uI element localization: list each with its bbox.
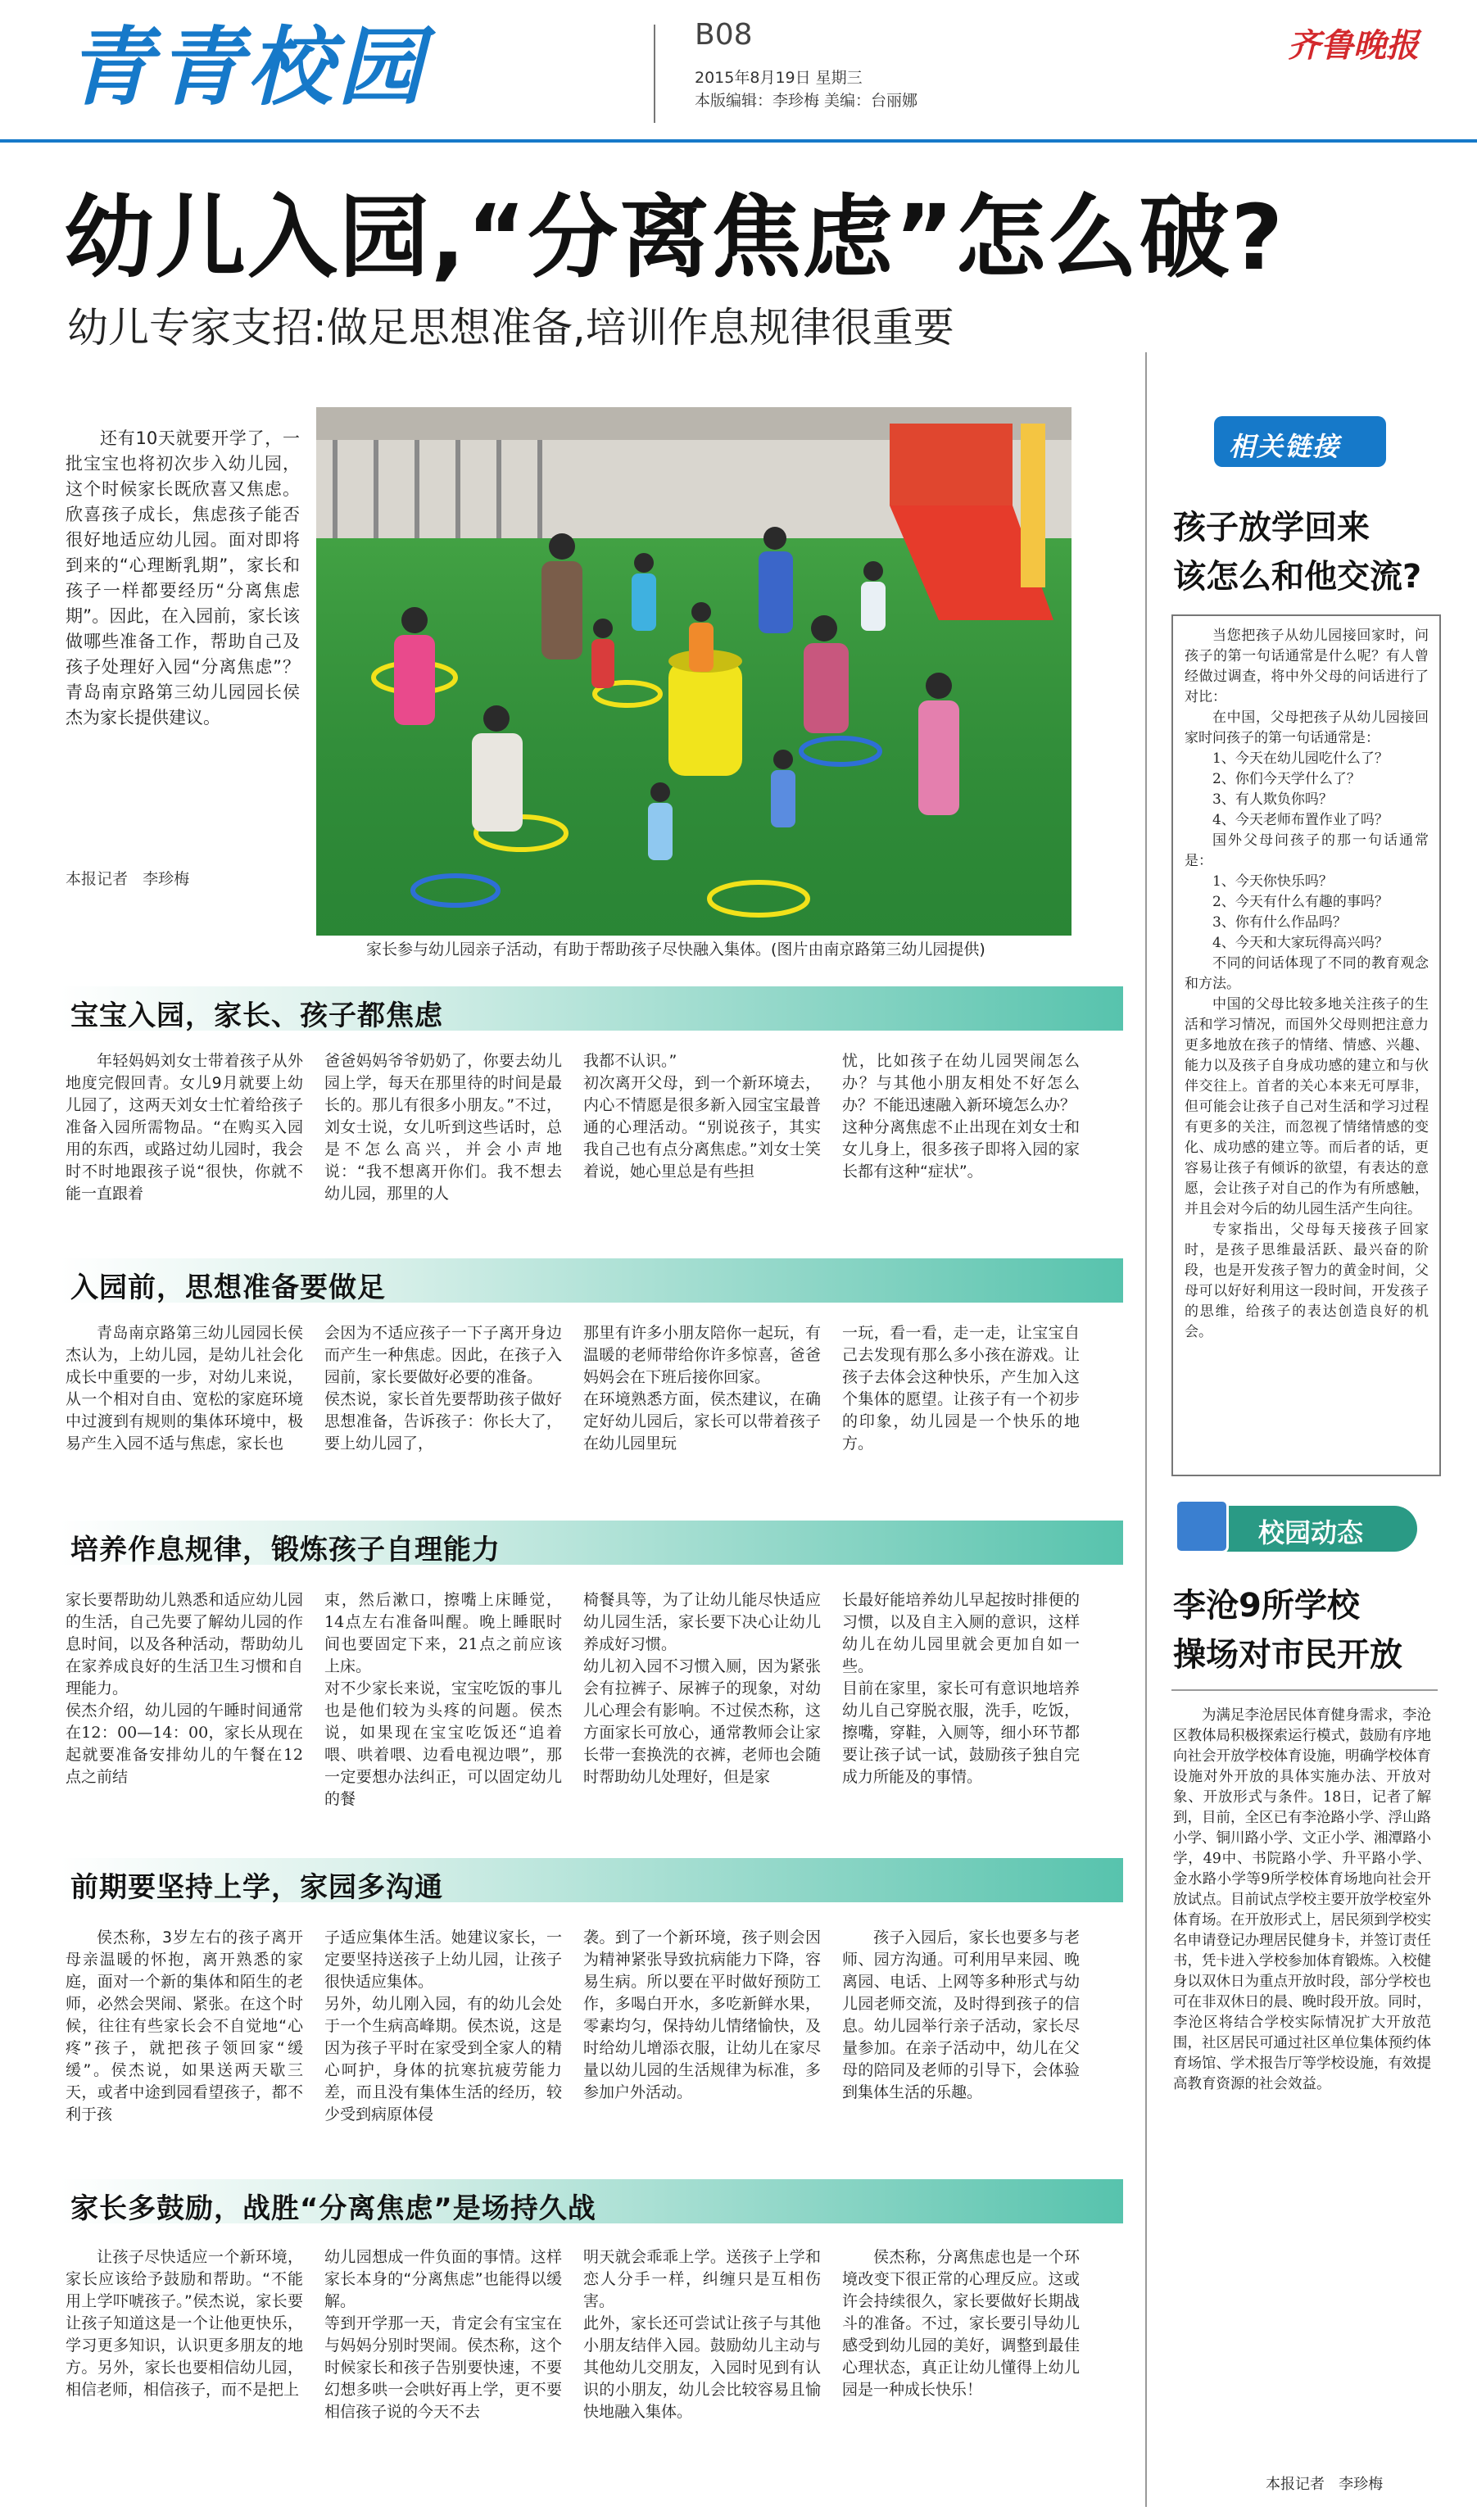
book-icon <box>1175 1499 1229 1553</box>
sub-headline: 幼儿专家支招:做足思想准备,培训作息规律很重要 <box>67 304 954 351</box>
section-4-col-1: 侯杰称，3岁左右的孩子离开母亲温暖的怀抱，离开熟悉的家庭，面对一个新的集体和陌生的老师，必然会哭闹、紧张。在这个时候，往往有些家长会不自觉地“心疼”孩子，就把孩子领回家“缓缓”。侯杰说，如果送两天歇三天，或者中途到园看望孩子，都不利于孩 <box>66 1929 303 2123</box>
section-title-2: 入园前，思想准备要做足 <box>70 1271 386 1304</box>
section-logo: 青青校园 <box>67 17 428 117</box>
section-4-col-4: 孩子入园后，家长也要多与老师、园方沟通。可利用早来园、晚离园、电话、上网等多种形式与幼儿园老师交流，及时得到孩子的信息。幼儿园举行亲子活动，家长尽量参加。在亲子活动中，幼儿在父母的陪同及老师的引导下，会体验到集体生活的乐趣。 <box>842 1929 1080 2101</box>
page-number: B08 <box>695 18 753 52</box>
section-1-col-2: 爸爸妈妈爷爷奶奶了，你要去幼儿园上学，每天在那里待的时间是最长的。那儿有很多小朋友。”不过，刘女士说，女儿听到这些话时，总是不怎么高兴，并会小声地说：“我不想离开你们。我不想去幼儿园，那里的人 <box>324 1052 562 1203</box>
section-header-1 <box>61 986 1123 1031</box>
section-3-col-2: 束，然后漱口，擦嘴上床睡觉，14点左右准备叫醒。晚上睡眠时间也要固定下来，21点之前应该上床。 对不少家长来说，宝宝吃饭的事儿也是他们较为头疼的问题。侯杰说，如果现在宝宝吃饭还“追着喂、哄着喂、边看电视边喂”，那一定要想办法纠正，可以固定幼儿的餐 <box>324 1591 562 1808</box>
lead-text: 还有10天就要开学了，一批宝宝也将初次步入幼儿园，这个时候家长既欣喜又焦虑。欣喜孩子成长，焦虑孩子能否很好地适应幼儿园。面对即将到来的“心理断乳期”，家长和孩子一样都要经历“分离焦虑期”。因此，在入园前，家长该做哪些准备工作，帮助自己及孩子处理好入园“分离焦虑”？青岛南京路第三幼儿园园长侯杰为家长提供建议。 <box>66 428 300 727</box>
sidebar-para: 4、今天老师布置作业了吗？ <box>1212 812 1389 828</box>
editor-line: 本版编辑：李珍梅 美编：台丽娜 <box>695 92 918 110</box>
photo-caption: 家长参与幼儿园亲子活动，有助于帮助孩子尽快融入集体。(图片由南京路第三幼儿园提供) <box>366 940 985 959</box>
section-3-col-3: 椅餐具等，为了让幼儿能尽快适应幼儿园生活，家长要下决心让幼儿养成好习惯。 幼儿初入园不习惯入厕，因为紧张会有拉裤子、尿裤子的现象，对幼儿心理会有影响。不过侯杰称，这方面家长可放心，通常教师会让家长带一套换洗的衣裤，老师也会随时帮助幼儿处理好，但是家 <box>583 1591 821 1786</box>
photo-kindergarten-activity <box>316 407 1072 936</box>
section-2-col-3: 那里有许多小朋友陪你一起玩，有温暖的老师带给你许多惊喜，爸爸妈妈会在下班后接你回家。 在环境熟悉方面，侯杰建议，在确定好幼儿园后，家长可以带着孩子在幼儿园里玩 <box>583 1324 821 1453</box>
section-3-col-1: 家长要帮助幼儿熟悉和适应幼儿园的生活，自己先要了解幼儿园的作息时间，以及各种活动，帮助幼儿在家养成良好的生活卫生习惯和自理能力。 侯杰介绍，幼儿园的午睡时间通常在12：00—14：00，家长从现在起就要准备安排幼儿的午餐在12点之前结 <box>66 1591 303 1786</box>
section-5-col-3: 明天就会乖乖上学。送孩子上学和恋人分手一样，纠缠只是互相伤害。 此外，家长还可尝试让孩子与其他小朋友结伴入园。鼓励幼儿主动与其他幼儿交朋友，入园时见到有认识的小朋友，幼儿会比较容易且愉快地融入集体。 <box>583 2248 821 2421</box>
section-title-3: 培养作息规律，锻炼孩子自理能力 <box>70 1534 501 1566</box>
section-1-col-4: 忧，比如孩子在幼儿园哭闹怎么办？与其他小朋友相处不好怎么办？不能迅速融入新环境怎么办？ 这种分离焦虑不止出现在刘女士和女儿身上，很多孩子即将入园的家长都有这种“症状”。 <box>842 1052 1080 1181</box>
lead-byline: 本报记者 李珍梅 <box>66 870 190 888</box>
section-2-col-1: 青岛南京路第三幼儿园园长侯杰认为，上幼儿园，是幼儿社会化成长中重要的一步，对幼儿来说，从一个相对自由、宽松的家庭环境中过渡到有规则的集体环境中，极易产生入园不适与焦虑，家长也 <box>66 1324 303 1453</box>
section-header-3 <box>61 1521 1123 1565</box>
sidebar-para: 在中国，父母把孩子从幼儿园接回家时问孩子的第一句话通常是： <box>1185 709 1429 746</box>
sidebar-para: 2、你们今天学什么了？ <box>1212 771 1361 787</box>
section-5-col-4: 侯杰称，分离焦虑也是一个环境改变下很正常的心理反应。这或许会持续很久，家长要做好长期战斗的准备。不过，家长要引导幼儿感受到幼儿园的美好，调整到最佳心理状态，真正让幼儿懂得上幼儿园是一种成长快乐！ <box>842 2248 1080 2399</box>
related-link-label: 相关链接 <box>1229 431 1341 462</box>
main-headline: 幼儿入园,“分离焦虑”怎么破? <box>64 185 1285 290</box>
section-2-col-2: 会因为不适应孩子一下子离开身边而产生一种焦虑。因此，在孩子入园前，家长要做好必要的准备。 侯杰说，家长首先要帮助孩子做好思想准备，告诉孩子：你长大了，要上幼儿园了， <box>324 1324 562 1453</box>
sidebar-para: 1、今天在幼儿园吃什么了？ <box>1212 750 1389 767</box>
section-1-col-3: 我都不认识。” 初次离开父母，到一个新环境去，内心不情愿是很多新入园宝宝最普通的心理活动。“别说孩子，其实我自己也有点分离焦虑。”刘女士笑着说，她心里总是有些担 <box>583 1052 821 1181</box>
sidebar-para: 4、今天和大家玩得高兴吗？ <box>1212 935 1389 951</box>
news-byline: 本报记者 李珍梅 <box>1266 2476 1384 2493</box>
news-title-2: 操场对市民开放 <box>1173 1636 1402 1674</box>
campus-news-label: 校园动态 <box>1258 1517 1364 1548</box>
news-body: 为满足李沧居民体育健身需求，李沧区教体局积极探索运行模式，鼓励有序地向社会开放学校体育设施，明确学校体育设施对外开放的具体实施办法、开放对象、开放形式与条件。18日，记者了解到，目前，全区已有李沧路小学、浮山路小学、铜川路小学、文正小学、湘潭路小学，49中、书院路小学、升平路小学、金水路小学等9所学校体育场地向社会开放试点。目前试点学校主要开放学校室外体育场。在开放形式上，居民须到学校实名申请登记办理居民健身卡，并签订责任书，凭卡进入学校参加体育锻炼。入校健身以双休日为重点开放时段，部分学校也可在非双休日的晨、晚时段开放。同时，李沧区将结合学校实际情况扩大开放范围，社区居民可通过社区单位集体预约体育场馆、学术报告厅等学校设施，有效提高教育资源的社会效益。 <box>1173 1707 1431 2092</box>
section-1-col-1: 年轻妈妈刘女士带着孩子从外地度完假回青。女儿9月就要上幼儿园了，这两天刘女士忙着给孩子准备入园所需物品。“在购买入园用的东西，或路过幼儿园时，我会时不时地跟孩子说“很快，你就不能一直跟着 <box>66 1052 303 1203</box>
masthead-divider <box>654 25 655 123</box>
section-3-col-4: 长最好能培养幼儿早起按时排便的习惯，以及自主入厕的意识，这样幼儿在幼儿园里就会更加自如一些。 目前在家里，家长可有意识地培养幼儿自己穿脱衣服，洗手，吃饭，擦嘴，穿鞋，入厕等，细小环节都要让孩子试一试，鼓励孩子独自完成力所能及的事情。 <box>842 1591 1080 1786</box>
sidebar-para: 1、今天你快乐吗？ <box>1212 873 1333 890</box>
sidebar-title-2: 该怎么和他交流? <box>1173 558 1422 596</box>
section-header-2 <box>61 1258 1123 1303</box>
section-header-4 <box>61 1858 1123 1902</box>
masthead <box>0 0 1477 143</box>
section-4-col-3: 袭。到了一个新环境，孩子则会因为精神紧张导致抗病能力下降，容易生病。所以要在平时做好预防工作，多喝白开水，多吃新鲜水果，零素均匀，保持幼儿情绪愉快，及时给幼儿增添衣服，让幼儿在家尽量以幼儿园的生活规律为标准，多参加户外活动。 <box>583 1929 821 2101</box>
sidebar-title-1: 孩子放学回来 <box>1173 509 1370 546</box>
section-title-1: 宝宝入园，家长、孩子都焦虑 <box>70 999 443 1032</box>
date-line: 2015年8月19日 星期三 <box>695 69 863 87</box>
news-rule <box>1171 1689 1438 1691</box>
section-2-col-4: 一玩，看一看，走一走，让宝宝自己去发现有那么多小孩在游戏。让孩子去体会这种快乐，产生加入这个集体的愿望。让孩子有一个初步的印象，幼儿园是一个快乐的地方。 <box>842 1324 1080 1453</box>
sidebar-para: 专家指出，父母每天接孩子回家时，是孩子思维最活跃、最兴奋的阶段，也是开发孩子智力的黄金时间，父母可以好好利用这一段时间，开发孩子的思维，给孩子的表达创造良好的机会。 <box>1185 1221 1429 1340</box>
sidebar-para: 3、有人欺负你吗？ <box>1212 791 1333 808</box>
masthead-rule <box>0 139 1477 143</box>
section-title-5: 家长多鼓励，战胜“分离焦虑”是场持久战 <box>70 2192 596 2225</box>
sidebar-para: 3、你有什么作品吗？ <box>1212 914 1347 931</box>
campus-news-tag <box>1186 1506 1417 1552</box>
section-5-col-2: 幼儿园想成一件负面的事情。这样家长本身的“分离焦虑”也能得以缓解。 等到开学那一天，肯定会有宝宝在与妈妈分别时哭闹。侯杰称，这个时候家长和孩子告别要快速，不要幻想多哄一会哄好再上学，更不要相信孩子说的今天不去 <box>324 2248 562 2421</box>
sidebar-body <box>1185 626 1429 1343</box>
section-title-4: 前期要坚持上学，家园多沟通 <box>70 1871 443 1904</box>
sidebar-para: 当您把孩子从幼儿园接回家时，问孩子的第一句话通常是什么呢？有人曾经做过调查，将中外父母的问话进行了对比： <box>1185 628 1429 705</box>
section-header-5 <box>61 2179 1123 2223</box>
section-4-col-2: 子适应集体生活。她建议家长，一定要坚持送孩子上幼儿园，让孩子很快适应集体。 另外，幼儿刚入园，有的幼儿会处于一个生病高峰期。侯杰说，这是因为孩子平时在家受到全家人的精心呵护，身体的抗寒抗疲劳能力差，而且没有集体生活的经历，较少受到病原体侵 <box>324 1929 562 2123</box>
paper-name: 齐鲁晚报 <box>1288 26 1419 65</box>
news-title-1: 李沧9所学校 <box>1173 1587 1360 1625</box>
sidebar-para: 不同的问话体现了不同的教育观念和方法。 <box>1185 955 1429 992</box>
sidebar-para: 中国的父母比较多地关注孩子的生活和学习情况，而国外父母则把注意力更多地放在孩子的情绪、情感、兴趣、能力以及孩子自身成功感的建立和与伙伴交往上。首者的关心本来无可厚非，但可能会让孩子自己对生活和学习过程有更多的关注，而忽视了情绪情感的变化、成功感的建立等。而后者的话，更容易让孩子有倾诉的欲望，有表达的意愿，会让孩子对自己的作为有所感触，并且会对今后的幼儿园生活产生向往。 <box>1185 996 1429 1217</box>
sidebar-para: 国外父母问孩子的那一句话通常是： <box>1185 832 1429 869</box>
sidebar-para: 2、今天有什么有趣的事吗？ <box>1212 894 1389 910</box>
section-5-col-1: 让孩子尽快适应一个新环境，家长应该给予鼓励和帮助。“不能用上学吓唬孩子。”侯杰说，家长要让孩子知道这是一个让他更快乐，学习更多知识，认识更多朋友的地方。另外，家长也要相信幼儿园，相信老师，相信孩子，而不是把上 <box>66 2248 303 2399</box>
sidebar-box <box>1171 614 1441 1476</box>
related-link-tag <box>1214 416 1386 467</box>
photo-illustration <box>316 407 1072 936</box>
sidebar-divider <box>1145 352 1147 2507</box>
